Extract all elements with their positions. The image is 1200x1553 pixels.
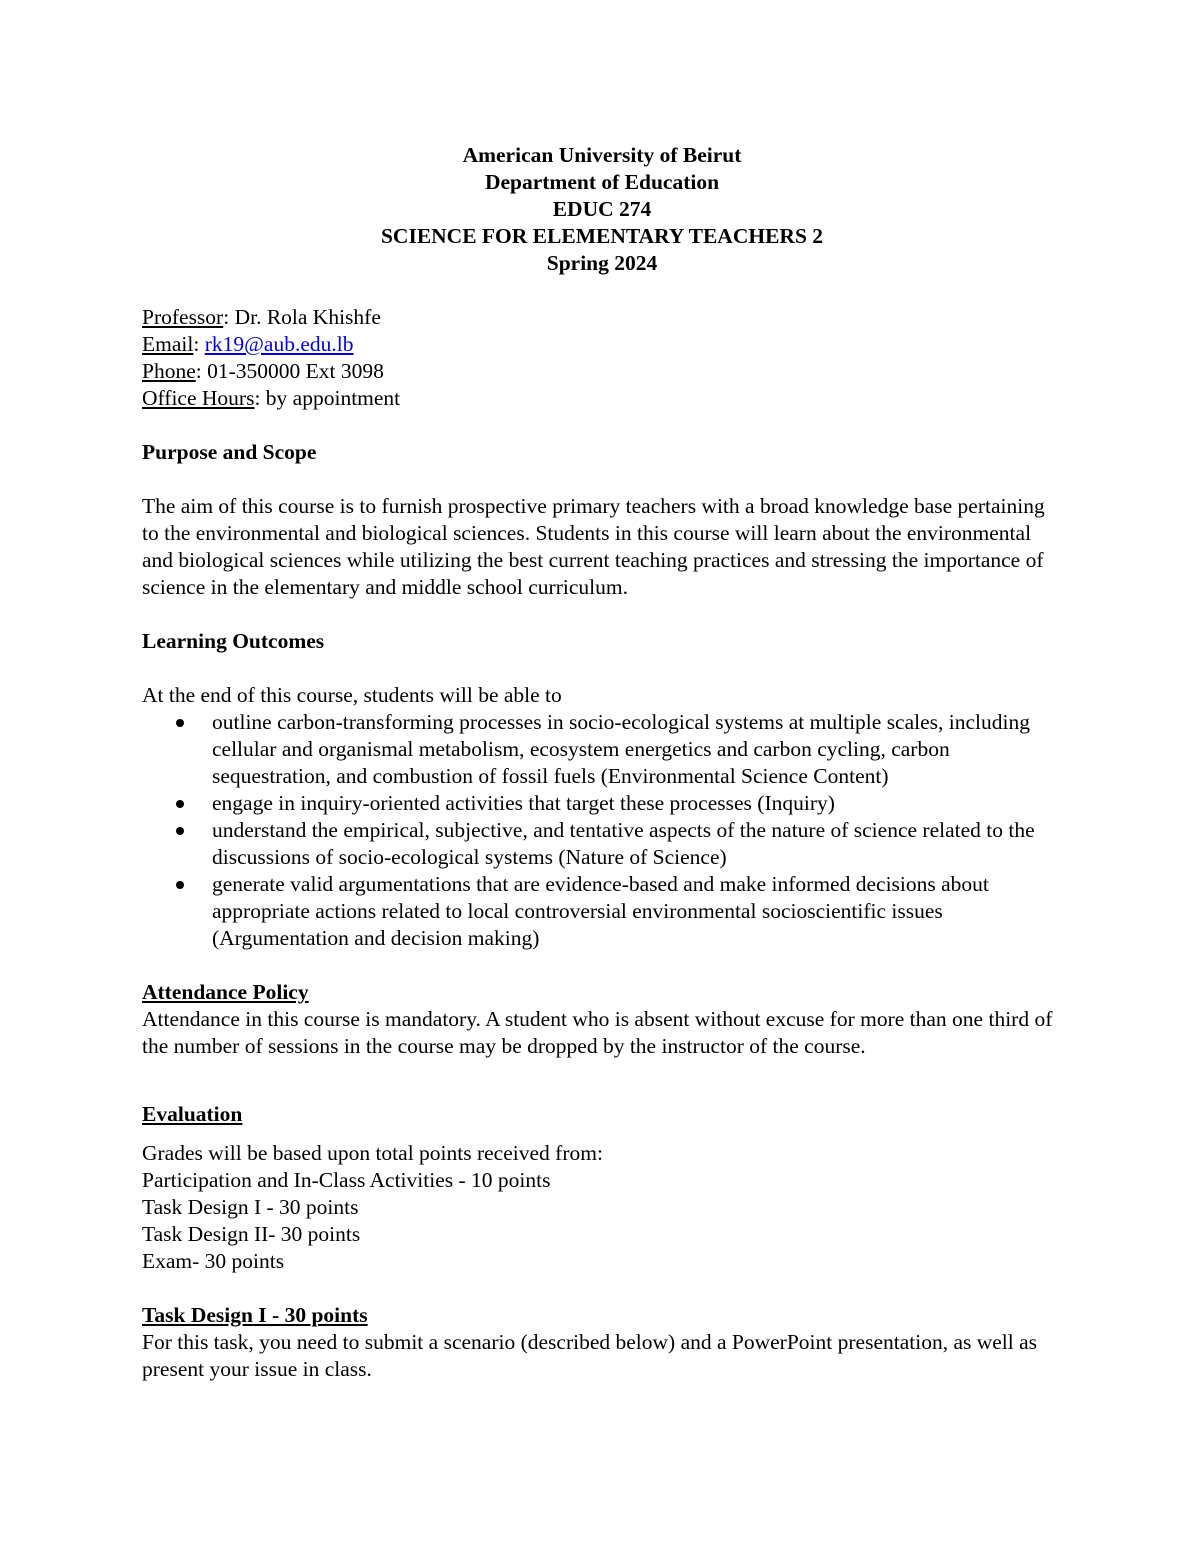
email-link[interactable]: rk19@aub.edu.lb bbox=[204, 332, 354, 356]
office-hours-line bbox=[142, 385, 1062, 412]
professor-value: : Dr. Rola Khishfe bbox=[223, 305, 381, 329]
university-name: American University of Beirut bbox=[462, 143, 742, 167]
contact-block bbox=[142, 304, 1062, 412]
evaluation-item: Participation and In-Class Activities - 10 points bbox=[142, 1168, 551, 1192]
outcome-text: understand the empirical, subjective, and tentative aspects of the nature of science related to the discussions of socio-ecological systems (Nature of Science) bbox=[212, 818, 1035, 869]
professor-line bbox=[142, 304, 1062, 331]
phone-value: : 01-350000 Ext 3098 bbox=[195, 359, 384, 383]
outcome-text: generate valid argumentations that are evidence-based and make informed decisions about appropriate actions related to local controversial environmental socioscientific issues (Argumentation and decision making) bbox=[212, 872, 989, 950]
office-hours-value: : by appointment bbox=[254, 386, 401, 410]
email-separator: : bbox=[193, 332, 205, 356]
bullet-icon bbox=[176, 719, 184, 727]
evaluation-intro: Grades will be based upon total points received from: bbox=[142, 1141, 603, 1165]
course-term: Spring 2024 bbox=[546, 251, 658, 275]
evaluation-item: Exam- 30 points bbox=[142, 1249, 285, 1273]
list-item bbox=[142, 790, 1062, 817]
department-name: Department of Education bbox=[484, 170, 720, 194]
bullet-icon bbox=[176, 827, 184, 835]
evaluation-heading: Evaluation bbox=[142, 1102, 243, 1126]
document-header bbox=[142, 142, 1062, 277]
attendance-heading: Attendance Policy bbox=[142, 980, 309, 1004]
task1-text: For this task, you need to submit a scenario (described below) and a PowerPoint presentation, as well as present your issue in class. bbox=[142, 1330, 1038, 1381]
outcomes-heading: Learning Outcomes bbox=[142, 629, 325, 653]
task1-heading: Task Design I - 30 points bbox=[142, 1303, 368, 1327]
professor-label: Professor bbox=[142, 305, 224, 329]
purpose-heading: Purpose and Scope bbox=[142, 440, 317, 464]
list-item bbox=[142, 709, 1062, 790]
syllabus-page bbox=[142, 142, 1062, 1383]
evaluation-item: Task Design I - 30 points bbox=[142, 1195, 359, 1219]
outcomes-list bbox=[142, 709, 1062, 952]
course-code: EDUC 274 bbox=[552, 197, 652, 221]
attendance-text: Attendance in this course is mandatory. A student who is absent without excuse for more than one third of the number of sessions in the course may be dropped by the instructor of the course. bbox=[142, 1007, 1053, 1058]
bullet-icon bbox=[176, 800, 184, 808]
purpose-text: The aim of this course is to furnish prospective primary teachers with a broad knowledge base pertaining to the environmental and biological sciences. Students in this course will learn about the environmental and biological sciences while utilizing the best current teaching practices and stressing the importance of science in the elementary and middle school curriculum. bbox=[142, 494, 1045, 599]
list-item bbox=[142, 871, 1062, 952]
outcomes-intro: At the end of this course, students will be able to bbox=[142, 683, 562, 707]
phone-label: Phone bbox=[142, 359, 196, 383]
email-line bbox=[142, 331, 1062, 358]
outcome-text: engage in inquiry-oriented activities that target these processes (Inquiry) bbox=[212, 791, 835, 815]
outcome-text: outline carbon-transforming processes in socio-ecological systems at multiple scales, including cellular and organismal metabolism, ecosystem energetics and carbon cycling, carbon sequestration, and combustion of fossil fuels (Environmental Science Content) bbox=[212, 710, 1030, 788]
course-title: SCIENCE FOR ELEMENTARY TEACHERS 2 bbox=[380, 224, 824, 248]
office-hours-label: Office Hours bbox=[142, 386, 255, 410]
phone-line bbox=[142, 358, 1062, 385]
email-label: Email bbox=[142, 332, 194, 356]
list-item bbox=[142, 817, 1062, 871]
evaluation-item: Task Design II- 30 points bbox=[142, 1222, 361, 1246]
bullet-icon bbox=[176, 881, 184, 889]
